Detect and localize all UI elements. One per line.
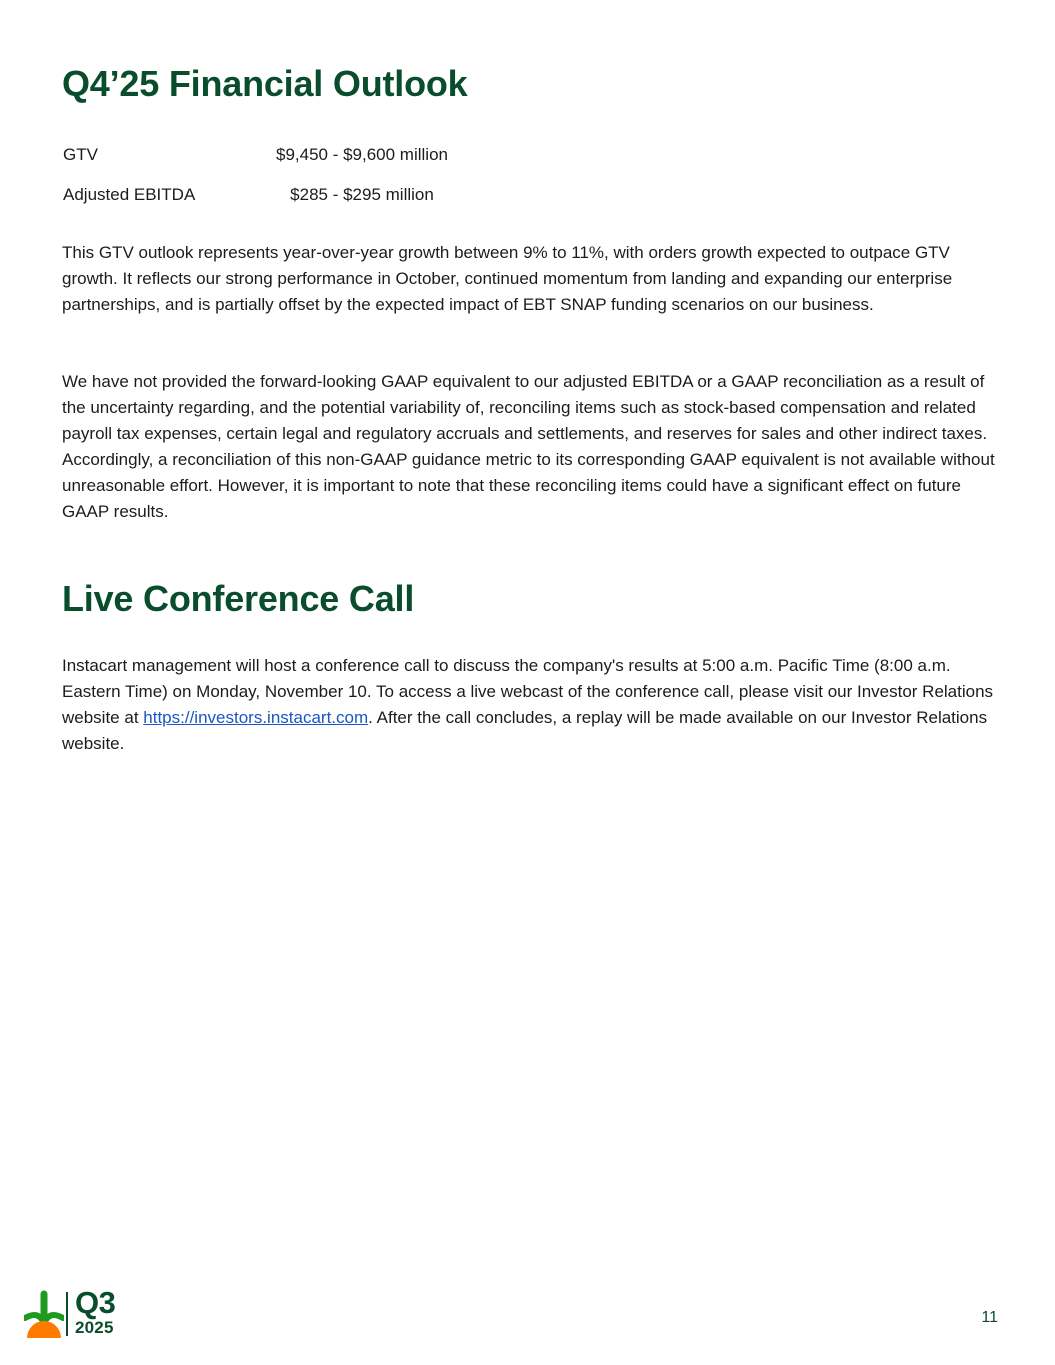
outlook-row-label: GTV [63,145,98,164]
gaap-reconciliation-paragraph: We have not provided the forward-looking GAAP equivalent to our adjusted EBITDA or a GAAP reconciliation as a result of the uncertainty regarding, and the potential variability of, reconciling items such as stock-based compensation and related payroll tax expenses, certain legal and regulatory accruals and settlements, and reserves for sales and other indirect taxes. Accordingly, a reconciliation of this non-GAAP guidance metric to its corresponding GAAP equivalent is not available without unreasonable effort. However, it is important to note that these reconciling items could have a significant effect on future GAAP results. [62,372,995,521]
outlook-row-label: Adjusted EBITDA [63,185,196,204]
logo-year-text: 2025 [75,1318,114,1337]
logo-divider [66,1292,68,1336]
live-conference-call-heading: Live Conference Call [62,578,415,619]
investor-relations-link[interactable]: https://investors.instacart.com [143,708,369,727]
page-number: 11 [981,1309,998,1326]
outlook-row-gtv [63,143,483,167]
outlook-row-value: $285 - $295 million [290,185,434,204]
instacart-q3-logo [24,1285,134,1340]
gtv-outlook-paragraph: This GTV outlook represents year-over-year growth between 9% to 11%, with orders growth expected to outpace GTV growth. It reflects our strong performance in October, continued momentum from landing and expanding our enterprise partnerships, and is partially offset by the expected impact of EBT SNAP funding scenarios on our business. [62,243,953,314]
financial-outlook-heading: Q4’25 Financial Outlook [62,63,468,104]
conference-call-text-before-link: Instacart management will host a conference call to discuss the company's results at 5:00 a.m. Pacific Time (8:00 a.m. Eastern Time) on Monday, November 10. To access a live webcast of the conference call, please visit our Investor Relations website at [62,656,994,727]
conference-call-paragraph [62,653,997,757]
carrot-icon [24,1288,64,1340]
conference-call-text-after-link: . After the call concludes, a replay will be made available on our Investor Relations website. [62,708,988,753]
logo-quarter-text: Q3 [75,1285,116,1320]
outlook-row-adjusted-ebitda [63,183,483,207]
outlook-row-value: $9,450 - $9,600 million [275,145,448,164]
